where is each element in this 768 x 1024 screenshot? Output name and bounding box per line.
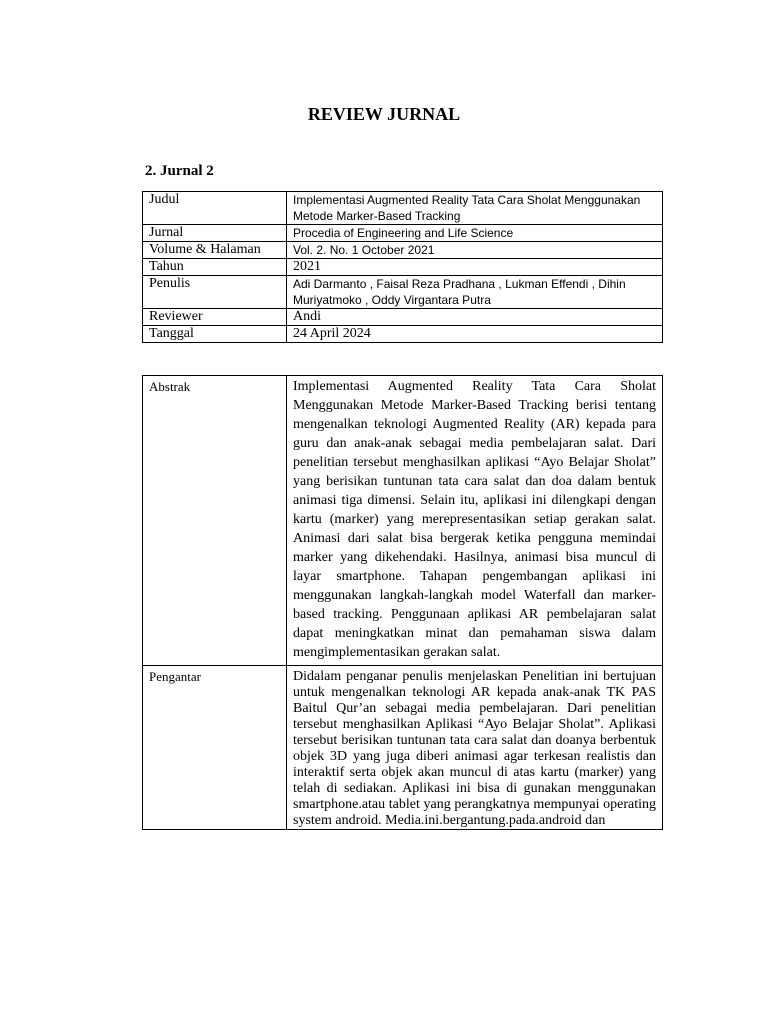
content-label: Pengantar (143, 666, 287, 830)
journal-info-table (142, 191, 663, 343)
info-label: Jurnal (143, 225, 287, 242)
table-row (143, 666, 663, 830)
table-row (143, 259, 663, 276)
table-row (143, 192, 663, 225)
info-label: Tahun (143, 259, 287, 276)
content-label: Abstrak (143, 376, 287, 666)
introduction-text: Didalam penganar penulis menjelaskan Penelitian ini bertujuan untuk mengenalkan teknologi AR kepada anak-anak TK PAS Baitul Qur’an sebagai media pembelajaran. Dari penelitian tersebut menghasilkan Aplikasi “Ayo Belajar Sholat”. Aplikasi tersebut berisikan tuntunan tata cara salat dan doanya berbentuk objek 3D yang juga diberi animasi agar terkesan realistis dan interaktif serta objek akan muncul di atas kartu (marker) yang telah di sediakan. Aplikasi ini bisa di gunakan menggunakan smartphone.atau tablet yang perangkatnya mempunyai operating system android. Media.ini.bergantung.pada.android dan (287, 666, 663, 830)
abstract-text: Implementasi Augmented Reality Tata Cara Sholat Menggunakan Metode Marker-Based Tracking berisi tentang mengenalkan teknologi Augmented Reality (AR) kepada para guru dan anak-anak sebagai media pembelajaran salat. Dari penelitian tersebut menghasilkan aplikasi “Ayo Belajar Sholat” yang berisikan tuntunan tata cara salat dan doa dalam bentuk animasi tiga dimensi. Selain itu, aplikasi ini dilengkapi dengan kartu (marker) yang merepresentasikan setiap gerakan salat. Animasi dari salat bisa bergerak ketika pengguna memindai marker yang dikehendaki. Hasilnya, animasi bisa muncul di layar smartphone. Tahapan pengembangan aplikasi ini menggunakan langkah-langkah model Waterfall dan marker-based tracking. Penggunaan aplikasi AR pembelajaran salat dapat meningkatkan minat dan pemahaman siswa dalam mengimplementasikan gerakan salat. (287, 376, 663, 666)
info-value: 2021 (287, 259, 663, 276)
info-value: 24 April 2024 (287, 326, 663, 343)
table-row (143, 309, 663, 326)
page-title: REVIEW JURNAL (307, 104, 461, 124)
info-label: Reviewer (143, 309, 287, 326)
table-row (143, 276, 663, 309)
info-value: Implementasi Augmented Reality Tata Cara Sholat Menggunakan Metode Marker-Based Tracking (287, 192, 663, 225)
info-value: Adi Darmanto , Faisal Reza Pradhana , Lukman Effendi , Dihin Muriyatmoko , Oddy Virgantara Putra (287, 276, 663, 309)
table-row (143, 326, 663, 343)
info-label: Penulis (143, 276, 287, 309)
review-content-table (142, 375, 663, 830)
info-value: Andi (287, 309, 663, 326)
info-label: Volume & Halaman (143, 242, 287, 259)
info-label: Tanggal (143, 326, 287, 343)
table-row (143, 376, 663, 666)
section-heading: 2. Jurnal 2 (145, 163, 214, 179)
table-row (143, 242, 663, 259)
info-value: Procedia of Engineering and Life Science (287, 225, 663, 242)
info-label: Judul (143, 192, 287, 225)
table-row (143, 225, 663, 242)
info-value: Vol. 2. No. 1 October 2021 (287, 242, 663, 259)
